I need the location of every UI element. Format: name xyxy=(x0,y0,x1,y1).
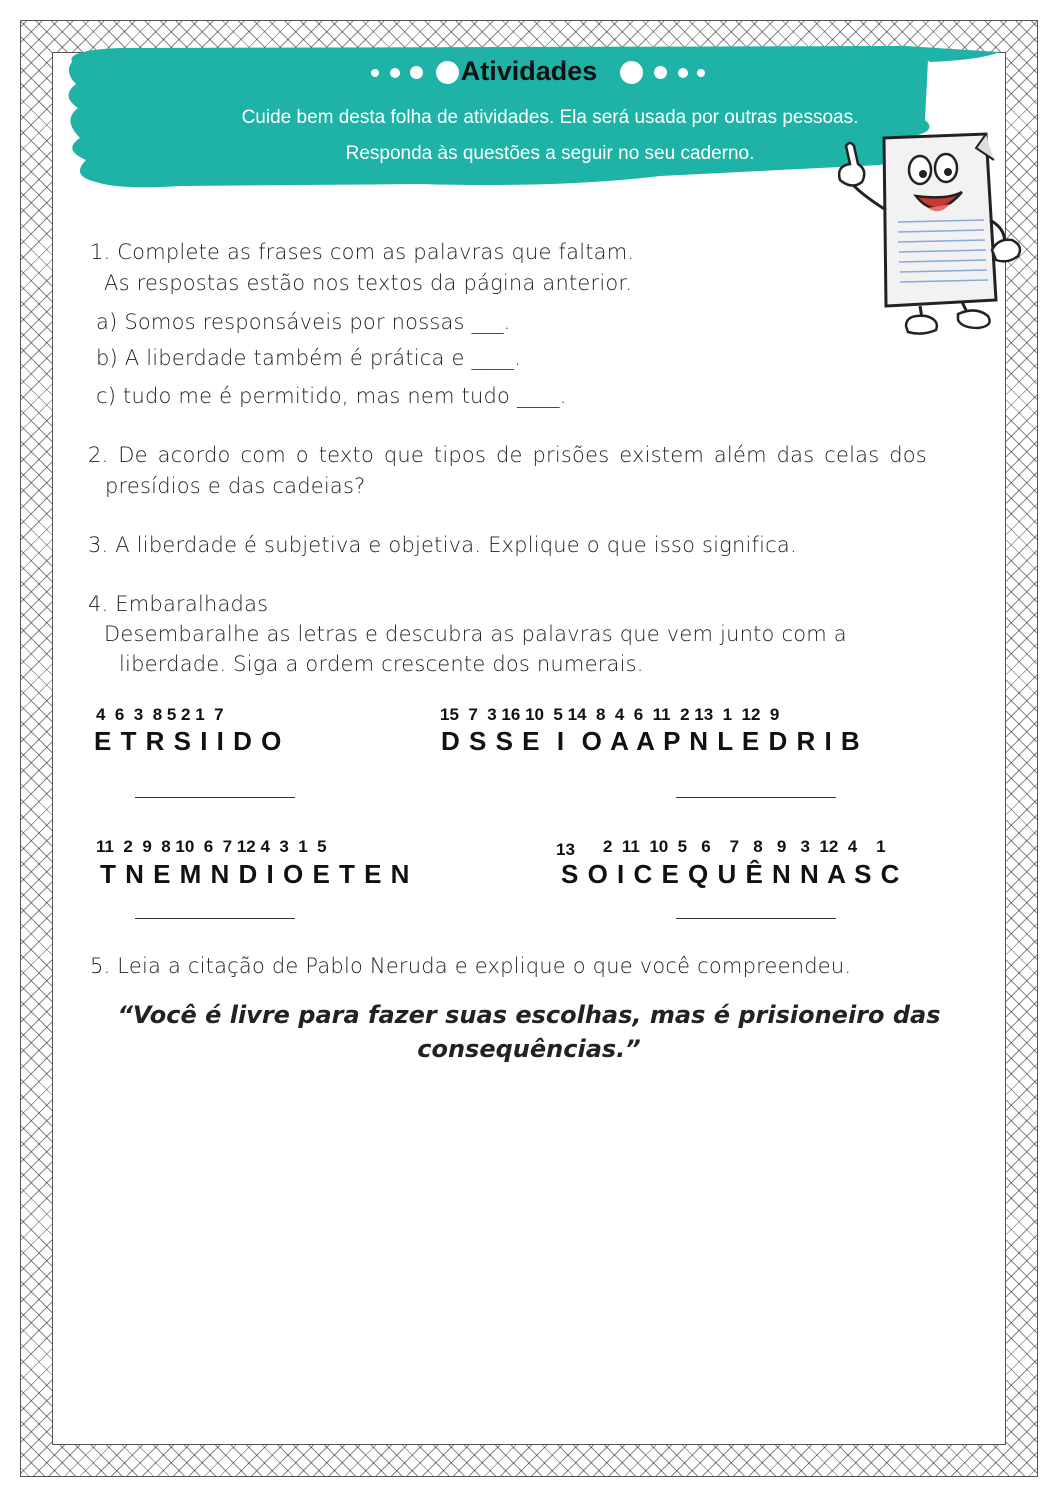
question-2-line-1: 2. De acordo com o texto que tipos de prisões existem além das celas dos xyxy=(88,443,927,467)
puzzle-1-answer-line xyxy=(135,797,295,798)
instruction-line-2: Responda às questões a seguir no seu caderno. xyxy=(345,143,755,164)
question-3: 3. A liberdade é subjetiva e objetiva. Explique o que isso significa. xyxy=(88,533,797,557)
decor-dot xyxy=(620,61,643,84)
puzzle-1-letters: E T R S I I D O xyxy=(94,726,283,756)
quote-line-1: “Você é livre para fazer suas escolhas, mas é prisioneiro das xyxy=(117,1001,941,1029)
puzzle-3-answer-line xyxy=(135,918,295,919)
question-1-item-a: a) Somos responsáveis por nossas ___. xyxy=(96,310,511,334)
question-1-subtitle: As respostas estão nos textos da página anterior. xyxy=(104,271,633,295)
question-4-instruction-1: Desembaralhe as letras e descubra as palavras que vem junto com a xyxy=(104,622,847,646)
question-1-item-c: c) tudo me é permitido, mas nem tudo ____. xyxy=(96,384,567,408)
puzzle-2-numbers: 15 7 3 16 10 5 14 8 4 6 11 2 13 1 12 9 xyxy=(440,705,780,724)
quote-line-2: consequências.” xyxy=(417,1035,641,1063)
puzzle-2-answer-line xyxy=(676,797,836,798)
puzzle-4-numbers: 2 11 10 5 6 7 8 9 3 12 4 1 xyxy=(603,837,886,856)
puzzle-1-numbers: 4 6 3 8 5 2 1 7 xyxy=(96,705,224,724)
question-1-item-b: b) A liberdade também é prática e ____. xyxy=(96,346,522,370)
pablo-neruda-quote xyxy=(80,998,978,1066)
question-1-title: 1. Complete as frases com as palavras que faltam. xyxy=(90,240,635,264)
decor-dot xyxy=(697,69,705,77)
puzzle-4-first-number: 13 xyxy=(556,840,575,859)
paper-mascot-illustration xyxy=(836,130,1026,340)
page-title: Atividades xyxy=(460,56,598,86)
decor-dot xyxy=(654,66,667,79)
puzzle-2-letters: D S S E I O A A P N L E D R I B xyxy=(441,726,861,756)
decor-dot xyxy=(678,68,688,78)
question-4-instruction-2: liberdade. Siga a ordem crescente dos numerais. xyxy=(119,652,644,676)
question-2-line-2: presídios e das cadeias? xyxy=(105,474,366,498)
question-5: 5. Leia a citação de Pablo Neruda e explique o que você compreendeu. xyxy=(90,954,852,978)
question-4-title: 4. Embaralhadas xyxy=(88,592,269,616)
puzzle-3-numbers: 11 2 9 8 10 6 7 12 4 3 1 5 xyxy=(96,837,327,856)
puzzle-3-letters: T N E M N D I O E T E N xyxy=(100,859,411,889)
instruction-line-1: Cuide bem desta folha de atividades. Ela será usada por outras pessoas. xyxy=(241,107,859,128)
puzzle-4-letters: S O I C E Q U Ê N N A S C xyxy=(561,859,901,889)
puzzle-4-answer-line xyxy=(676,918,836,919)
